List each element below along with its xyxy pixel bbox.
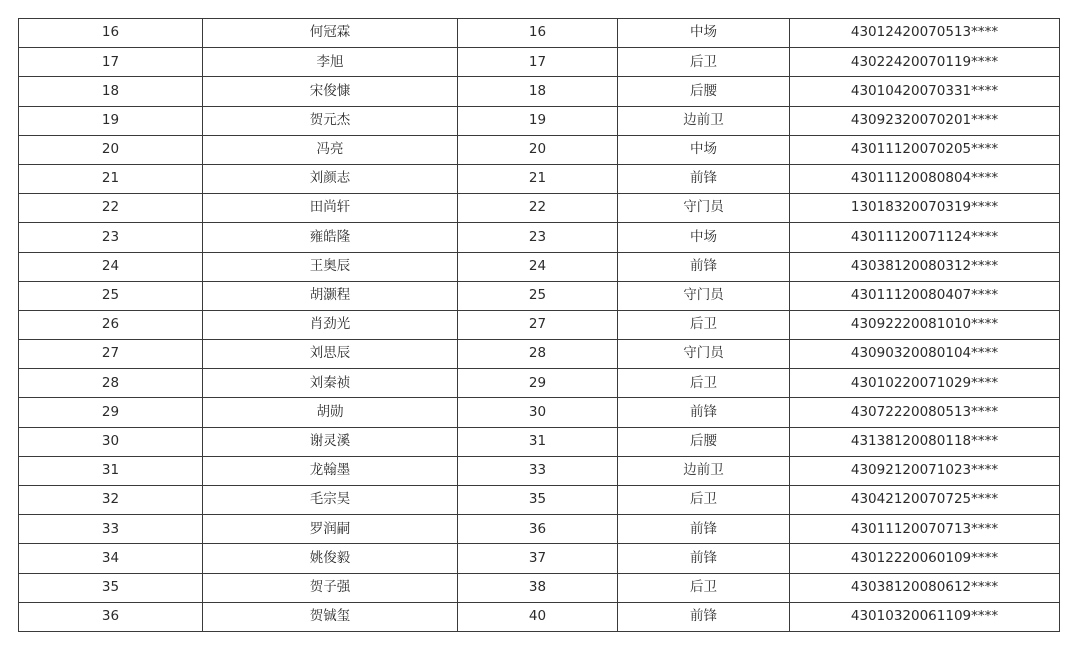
table-row xyxy=(19,340,1060,369)
table-row xyxy=(19,281,1060,310)
id-number-cell: 13018320070319**** xyxy=(790,194,1060,223)
jersey-number-cell: 30 xyxy=(458,398,618,427)
seq-cell: 29 xyxy=(19,398,203,427)
table-row xyxy=(19,194,1060,223)
id-number-cell: 43022420070119**** xyxy=(790,48,1060,77)
jersey-number-cell: 33 xyxy=(458,456,618,485)
seq-cell: 17 xyxy=(19,48,203,77)
player-name-cell: 胡灏程 xyxy=(203,281,458,310)
player-name-cell: 毛宗昊 xyxy=(203,486,458,515)
seq-cell: 20 xyxy=(19,135,203,164)
jersey-number-cell: 25 xyxy=(458,281,618,310)
player-roster-table xyxy=(18,18,1060,632)
position-cell: 前锋 xyxy=(618,252,790,281)
table-row xyxy=(19,456,1060,485)
roster-table-body xyxy=(19,19,1060,632)
jersey-number-cell: 38 xyxy=(458,573,618,602)
position-cell: 后卫 xyxy=(618,573,790,602)
table-row xyxy=(19,398,1060,427)
position-cell: 后卫 xyxy=(618,486,790,515)
position-cell: 中场 xyxy=(618,223,790,252)
table-row xyxy=(19,48,1060,77)
seq-cell: 30 xyxy=(19,427,203,456)
seq-cell: 27 xyxy=(19,340,203,369)
jersey-number-cell: 28 xyxy=(458,340,618,369)
seq-cell: 24 xyxy=(19,252,203,281)
jersey-number-cell: 35 xyxy=(458,486,618,515)
position-cell: 后腰 xyxy=(618,427,790,456)
table-row xyxy=(19,252,1060,281)
table-row xyxy=(19,135,1060,164)
position-cell: 边前卫 xyxy=(618,106,790,135)
player-name-cell: 李旭 xyxy=(203,48,458,77)
jersey-number-cell: 24 xyxy=(458,252,618,281)
table-row xyxy=(19,369,1060,398)
seq-cell: 18 xyxy=(19,77,203,106)
player-name-cell: 龙翰墨 xyxy=(203,456,458,485)
id-number-cell: 43092220081010**** xyxy=(790,310,1060,339)
seq-cell: 34 xyxy=(19,544,203,573)
id-number-cell: 43010320061109**** xyxy=(790,602,1060,631)
position-cell: 中场 xyxy=(618,19,790,48)
seq-cell: 36 xyxy=(19,602,203,631)
table-row xyxy=(19,310,1060,339)
position-cell: 边前卫 xyxy=(618,456,790,485)
seq-cell: 31 xyxy=(19,456,203,485)
id-number-cell: 43011120070205**** xyxy=(790,135,1060,164)
position-cell: 前锋 xyxy=(618,398,790,427)
seq-cell: 21 xyxy=(19,164,203,193)
id-number-cell: 43010420070331**** xyxy=(790,77,1060,106)
table-row xyxy=(19,19,1060,48)
id-number-cell: 43092120071023**** xyxy=(790,456,1060,485)
jersey-number-cell: 29 xyxy=(458,369,618,398)
seq-cell: 22 xyxy=(19,194,203,223)
jersey-number-cell: 19 xyxy=(458,106,618,135)
player-name-cell: 谢灵溪 xyxy=(203,427,458,456)
player-name-cell: 田尚轩 xyxy=(203,194,458,223)
player-name-cell: 贺子强 xyxy=(203,573,458,602)
id-number-cell: 43012420070513**** xyxy=(790,19,1060,48)
player-name-cell: 雍皓隆 xyxy=(203,223,458,252)
table-row xyxy=(19,427,1060,456)
jersey-number-cell: 23 xyxy=(458,223,618,252)
seq-cell: 35 xyxy=(19,573,203,602)
player-name-cell: 姚俊毅 xyxy=(203,544,458,573)
position-cell: 后卫 xyxy=(618,310,790,339)
id-number-cell: 43010220071029**** xyxy=(790,369,1060,398)
id-number-cell: 43011120080407**** xyxy=(790,281,1060,310)
id-number-cell: 43038120080612**** xyxy=(790,573,1060,602)
table-row xyxy=(19,486,1060,515)
jersey-number-cell: 21 xyxy=(458,164,618,193)
seq-cell: 19 xyxy=(19,106,203,135)
player-name-cell: 肖劲光 xyxy=(203,310,458,339)
jersey-number-cell: 22 xyxy=(458,194,618,223)
jersey-number-cell: 18 xyxy=(458,77,618,106)
table-row xyxy=(19,515,1060,544)
position-cell: 守门员 xyxy=(618,340,790,369)
jersey-number-cell: 40 xyxy=(458,602,618,631)
seq-cell: 23 xyxy=(19,223,203,252)
seq-cell: 25 xyxy=(19,281,203,310)
jersey-number-cell: 36 xyxy=(458,515,618,544)
table-row xyxy=(19,77,1060,106)
position-cell: 中场 xyxy=(618,135,790,164)
table-row xyxy=(19,223,1060,252)
id-number-cell: 43011120070713**** xyxy=(790,515,1060,544)
player-name-cell: 刘颜志 xyxy=(203,164,458,193)
player-name-cell: 刘秦祯 xyxy=(203,369,458,398)
position-cell: 后腰 xyxy=(618,77,790,106)
id-number-cell: 43038120080312**** xyxy=(790,252,1060,281)
table-row xyxy=(19,164,1060,193)
player-name-cell: 宋俊慷 xyxy=(203,77,458,106)
table-row xyxy=(19,106,1060,135)
position-cell: 后卫 xyxy=(618,48,790,77)
jersey-number-cell: 27 xyxy=(458,310,618,339)
jersey-number-cell: 17 xyxy=(458,48,618,77)
player-name-cell: 贺铖玺 xyxy=(203,602,458,631)
player-name-cell: 冯亮 xyxy=(203,135,458,164)
position-cell: 后卫 xyxy=(618,369,790,398)
player-name-cell: 刘思辰 xyxy=(203,340,458,369)
player-name-cell: 罗润嗣 xyxy=(203,515,458,544)
table-row xyxy=(19,544,1060,573)
id-number-cell: 43072220080513**** xyxy=(790,398,1060,427)
id-number-cell: 43042120070725**** xyxy=(790,486,1060,515)
player-name-cell: 王奥辰 xyxy=(203,252,458,281)
seq-cell: 32 xyxy=(19,486,203,515)
id-number-cell: 43090320080104**** xyxy=(790,340,1060,369)
jersey-number-cell: 16 xyxy=(458,19,618,48)
player-name-cell: 贺元杰 xyxy=(203,106,458,135)
id-number-cell: 43092320070201**** xyxy=(790,106,1060,135)
player-name-cell: 胡勋 xyxy=(203,398,458,427)
id-number-cell: 43011120071124**** xyxy=(790,223,1060,252)
position-cell: 守门员 xyxy=(618,281,790,310)
jersey-number-cell: 20 xyxy=(458,135,618,164)
jersey-number-cell: 37 xyxy=(458,544,618,573)
seq-cell: 16 xyxy=(19,19,203,48)
position-cell: 守门员 xyxy=(618,194,790,223)
jersey-number-cell: 31 xyxy=(458,427,618,456)
seq-cell: 28 xyxy=(19,369,203,398)
position-cell: 前锋 xyxy=(618,602,790,631)
position-cell: 前锋 xyxy=(618,544,790,573)
id-number-cell: 43011120080804**** xyxy=(790,164,1060,193)
id-number-cell: 43138120080118**** xyxy=(790,427,1060,456)
table-row xyxy=(19,573,1060,602)
seq-cell: 33 xyxy=(19,515,203,544)
table-row xyxy=(19,602,1060,631)
id-number-cell: 43012220060109**** xyxy=(790,544,1060,573)
seq-cell: 26 xyxy=(19,310,203,339)
position-cell: 前锋 xyxy=(618,515,790,544)
player-name-cell: 何冠霖 xyxy=(203,19,458,48)
position-cell: 前锋 xyxy=(618,164,790,193)
